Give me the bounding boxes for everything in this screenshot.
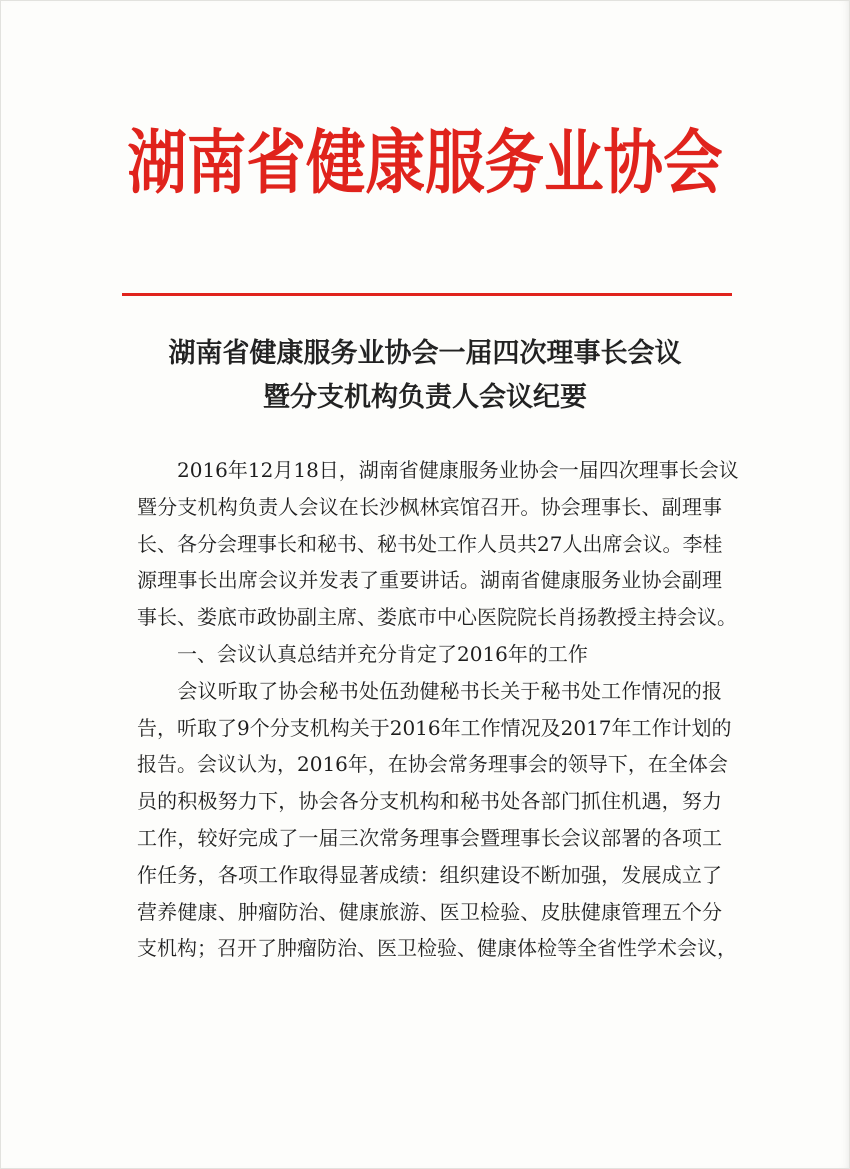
body-line-5: 事长、娄底市政协副主席、娄底市中心医院院长肖扬教授主持会议。 [137,605,737,630]
body-line-1: 2016年12月18日，湖南省健康服务业协会一届四次理事长会议 [137,458,739,482]
body-line-11: 工作，较好完成了一届三次常务理事会暨理事长会议部署的各项工 [137,825,722,850]
body-line-10: 员的积极努力下，协会各分支机构和秘书处各部门抓住机遇，努力 [137,789,722,814]
body-line-7: 会议听取了协会秘书处伍劲健秘书长关于秘书处工作情况的报 [137,678,722,703]
document-title-line-2: 暨分支机构负责人会议纪要 [263,382,587,413]
body-line-12: 作任务，各项工作取得显著成绩：组织建设不断加强，发展成立了 [137,862,722,887]
body-line-8: 告，听取了9个分支机构关于2016年工作情况及2017年工作计划的 [137,715,732,740]
red-divider-line [122,293,732,296]
document-title [0,332,850,420]
body-line-13: 营养健康、肿瘤防治、健康旅游、医卫检验、皮肤健康管理五个分 [137,899,722,924]
body-line-4: 源理事长出席会议并发表了重要讲话。湖南省健康服务业协会副理 [137,568,722,593]
document-body [137,452,739,967]
body-line-9: 报告。会议认为，2016年，在协会常务理事会的领导下，在全体会 [137,752,728,777]
section-heading-1: 一、会议认真总结并充分肯定了2016年的工作 [137,641,588,666]
organization-header-title: 湖南省健康服务业协会 [127,121,723,204]
body-line-2: 暨分支机构负责人会议在长沙枫林宾馆召开。协会理事长、副理事 [137,494,722,519]
body-line-14: 支机构；召开了肿瘤防治、医卫检验、健康体检等全省性学术会议， [137,936,737,961]
document-title-line-1: 湖南省健康服务业协会一届四次理事长会议 [168,338,682,369]
body-line-3: 长、各分会理事长和秘书、秘书处工作人员共27人出席会议。李桂 [137,531,723,556]
